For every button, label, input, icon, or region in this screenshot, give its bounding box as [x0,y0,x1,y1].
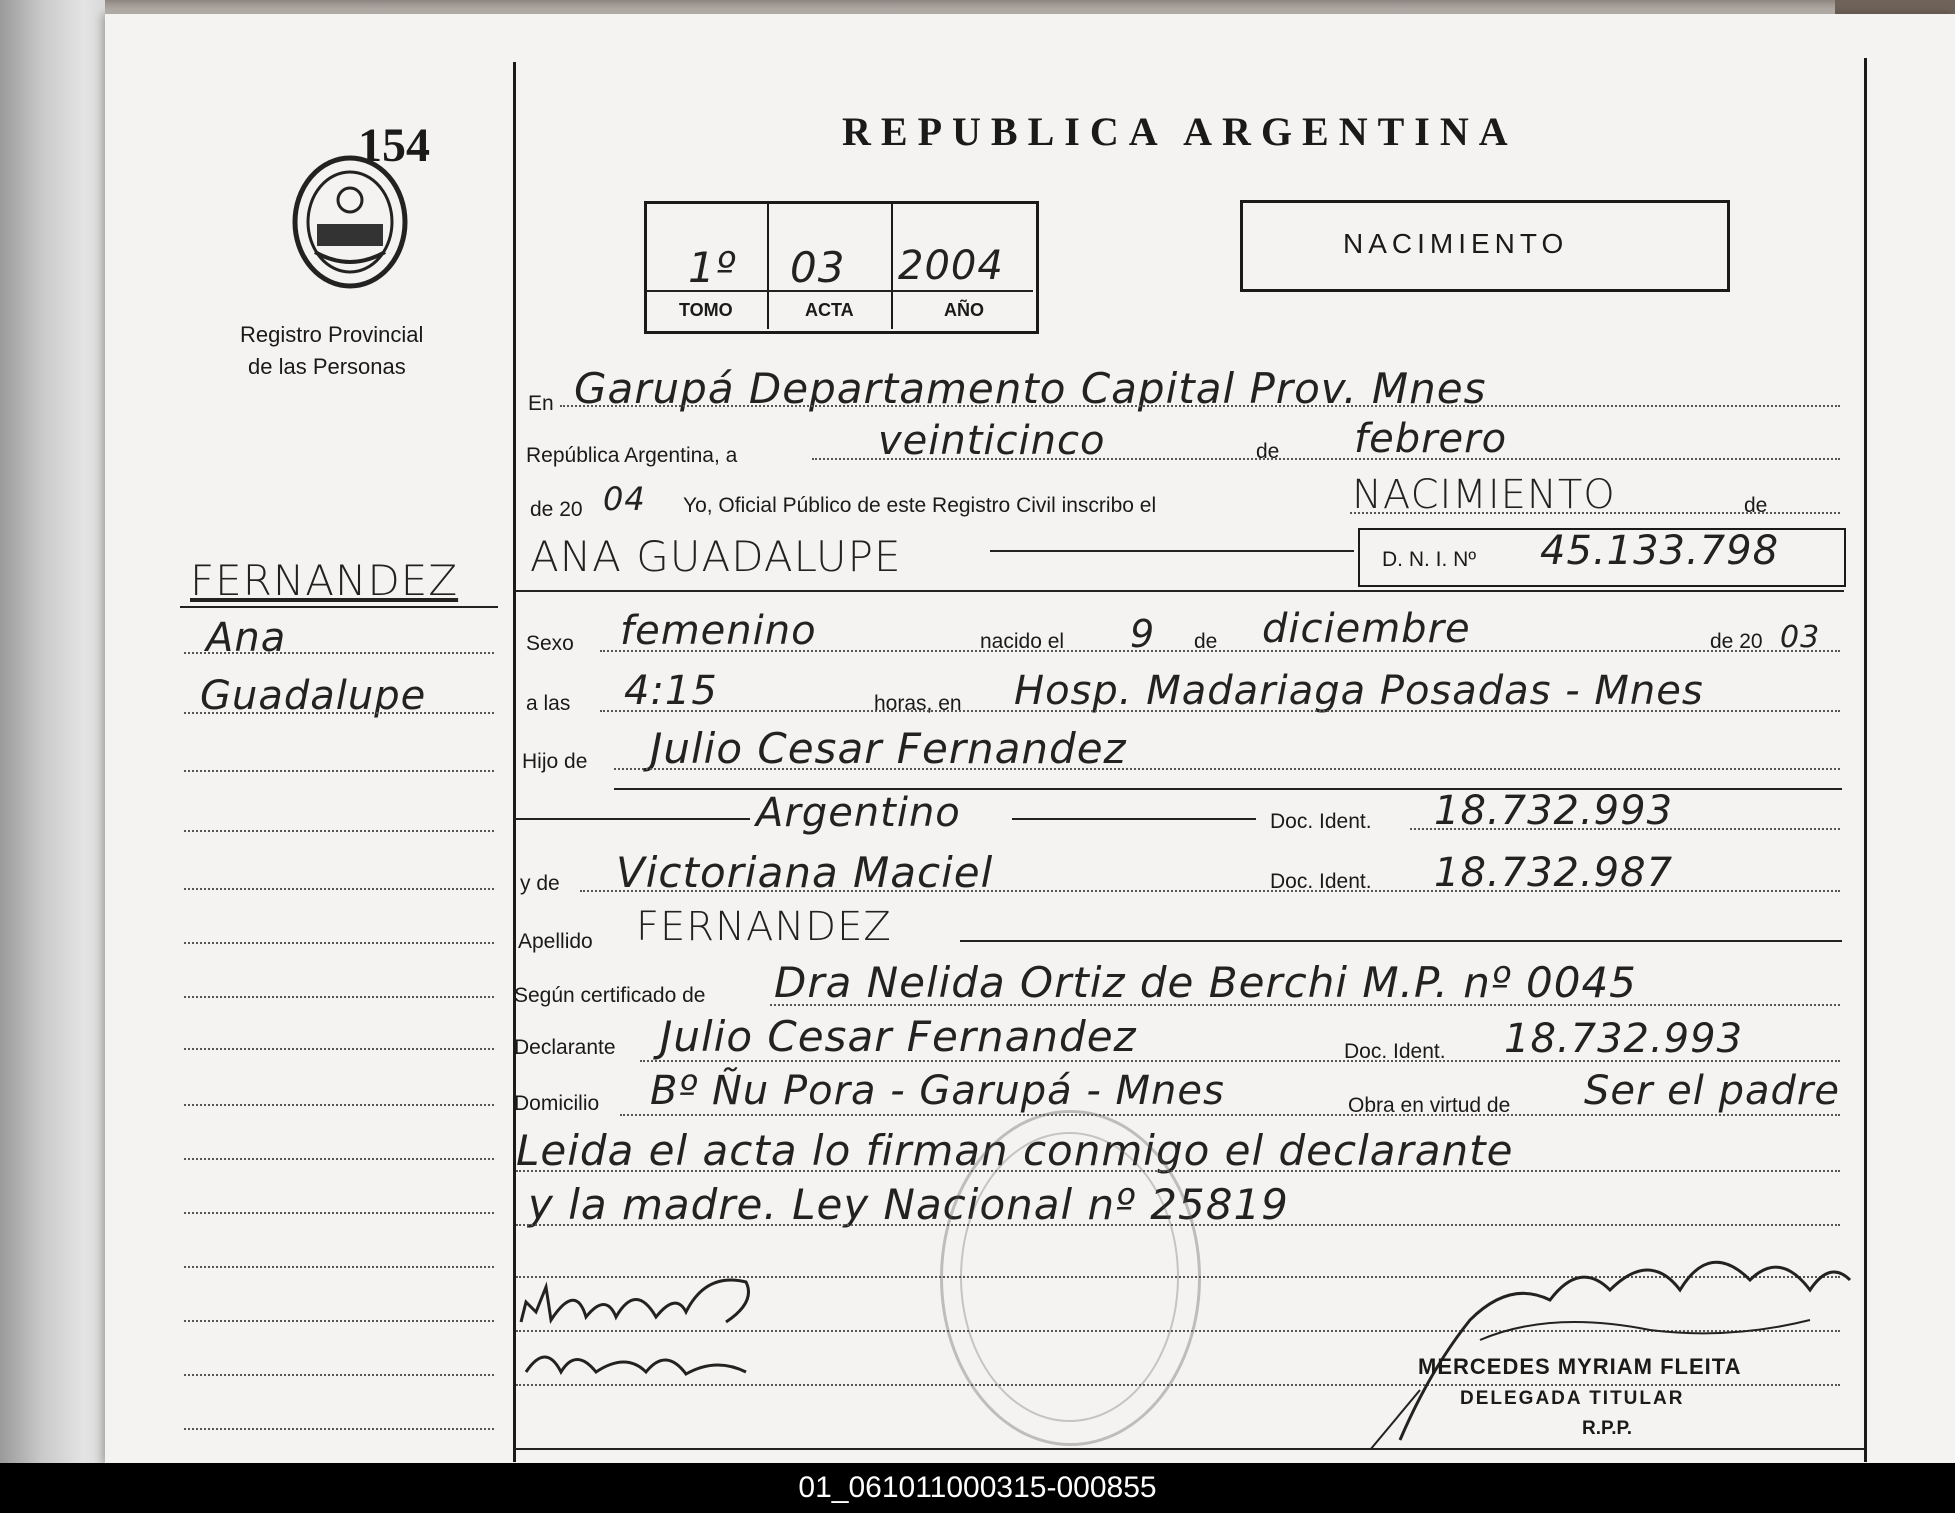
margin-rule [184,888,494,890]
republica-label: República Argentina, a [526,444,738,467]
officer-org: R.P.P. [1582,1418,1633,1439]
sexo-label: Sexo [526,632,574,655]
horas-label: horas, en [874,692,962,715]
form-rule [600,710,1840,712]
declarant-signature-icon [516,1262,796,1392]
year-prefix-label: de 20 [530,498,583,521]
record-box-divider-2 [891,204,893,329]
margin-rule [184,1320,494,1322]
en-value: Garupá Departamento Capital Prov. Mnes [574,364,1487,413]
certificado-label: Según certificado de [514,984,706,1007]
form-rule-solid [516,590,1844,592]
margin-rule [184,1104,494,1106]
margin-rule [184,830,494,832]
day-value: veinticinco [878,418,1106,464]
act-type-label: NACIMIENTO [1343,228,1569,259]
margin-rule [184,652,494,654]
margin-rule [184,770,494,772]
sexo-value: femenino [620,608,817,654]
margin-rule [184,1266,494,1268]
margin-rule [184,1428,494,1430]
image-id-footer: 01_061011000315-000855 [0,1463,1955,1513]
obra-value: Ser el padre [1584,1068,1840,1114]
declarante-label: Declarante [514,1036,616,1059]
obra-label: Obra en virtud de [1348,1094,1511,1117]
country-title: REPUBLICA ARGENTINA [842,109,1518,154]
alas-label: a las [526,692,571,715]
right-border [1864,58,1867,1462]
note-line-1: Leida el acta lo firman conmigo el declarante [516,1126,1514,1175]
form-rule-solid [960,940,1842,942]
margin-rule [184,1212,494,1214]
form-rule [640,1060,1840,1062]
de-label-2: de [1744,494,1768,517]
birth-year-value: 03 [1780,620,1821,655]
name-value: ANA GUADALUPE [530,532,902,581]
dni-value: 45.133.798 [1540,528,1780,574]
margin-given-2: Guadalupe [200,673,427,719]
doc-label-3: Doc. Ident. [1344,1040,1446,1063]
nationality-rule-left [514,818,750,820]
form-rule [560,405,1840,407]
hour-value: 4:15 [624,668,718,714]
month-value: febrero [1354,416,1508,462]
inscribo-value: NACIMIENTO [1352,472,1616,518]
margin-rule [184,942,494,944]
en-label: En [528,392,554,415]
official-text: Yo, Oficial Público de este Registro Civil inscribo el [683,494,1157,517]
form-rule [812,458,1840,460]
acta-value: 03 [790,243,846,292]
margin-rule-surname [180,606,498,608]
margin-rule [184,996,494,998]
margin-divider [513,62,516,1462]
form-rule [1350,512,1840,514]
birth-month-value: diciembre [1262,606,1471,652]
doc-label-1: Doc. Ident. [1270,810,1372,833]
form-rule [516,1170,1840,1172]
note-line-2: y la madre. Ley Nacional nº 25819 [528,1180,1289,1229]
de-label-3: de [1194,630,1218,653]
official-stamp-inner-icon [960,1132,1179,1422]
birth-year-label: de 20 [1710,630,1763,653]
yde-label: y de [520,872,560,895]
margin-surname: FERNANDEZ [190,556,459,605]
name-rule [990,550,1354,552]
nacido-label: nacido el [980,630,1065,653]
apellido-value: FERNANDEZ [636,904,892,950]
officer-title: DELEGADA TITULAR [1460,1388,1685,1409]
apellido-label: Apellido [518,930,593,953]
page-number: 154 [358,119,430,172]
domicilio-value: Bº Ñu Pora - Garupá - Mnes [650,1068,1225,1114]
margin-given-1: Ana [206,615,287,661]
ano-value: 2004 [898,243,1004,289]
form-rule [600,650,1840,652]
dni-label: D. N. I. Nº [1382,548,1477,571]
declarante-doc-value: 18.732.993 [1504,1016,1744,1062]
father-value: Julio Cesar Fernandez [650,724,1127,773]
nationality-rule-right [1012,818,1256,820]
margin-rule [184,712,494,714]
form-rule [614,768,1840,770]
doc-label-2: Doc. Ident. [1270,870,1372,893]
mother-value: Victoriana Maciel [616,848,994,897]
margin-rule [184,1048,494,1050]
ano-label: AÑO [944,300,984,320]
birth-day-value: 9 [1130,612,1156,656]
record-box-divider-1 [767,204,769,329]
father-doc-value: 18.732.993 [1434,788,1674,834]
registry-name-2: de las Personas [248,354,406,379]
officer-name: MERCEDES MYRIAM FLEITA [1418,1354,1742,1379]
margin-rule [184,1158,494,1160]
declarante-value: Julio Cesar Fernandez [660,1012,1137,1061]
form-rule [580,890,1840,892]
provincial-seal-icon [285,152,415,292]
acta-label: ACTA [805,300,854,320]
registry-name-1: Registro Provincial [240,322,424,347]
tomo-label: TOMO [679,300,733,320]
form-rule [620,1114,1840,1116]
book-binding [0,0,120,1463]
place-value: Hosp. Madariaga Posadas - Mnes [1014,668,1704,714]
officer-signature-icon [1350,1220,1860,1450]
certificado-value: Dra Nelida Ortiz de Berchi M.P. nº 0045 [774,958,1637,1007]
form-rule [770,1004,1840,1006]
margin-rule [184,1374,494,1376]
father-nationality-value: Argentino [756,790,961,836]
tomo-value: 1º [688,243,737,292]
mother-doc-value: 18.732.987 [1434,850,1674,896]
domicilio-label: Domicilio [514,1092,600,1115]
form-rule [1410,828,1840,830]
year-suffix-value: 04 [603,480,646,518]
de-label: de [1256,440,1280,463]
hijo-label: Hijo de [522,750,588,773]
